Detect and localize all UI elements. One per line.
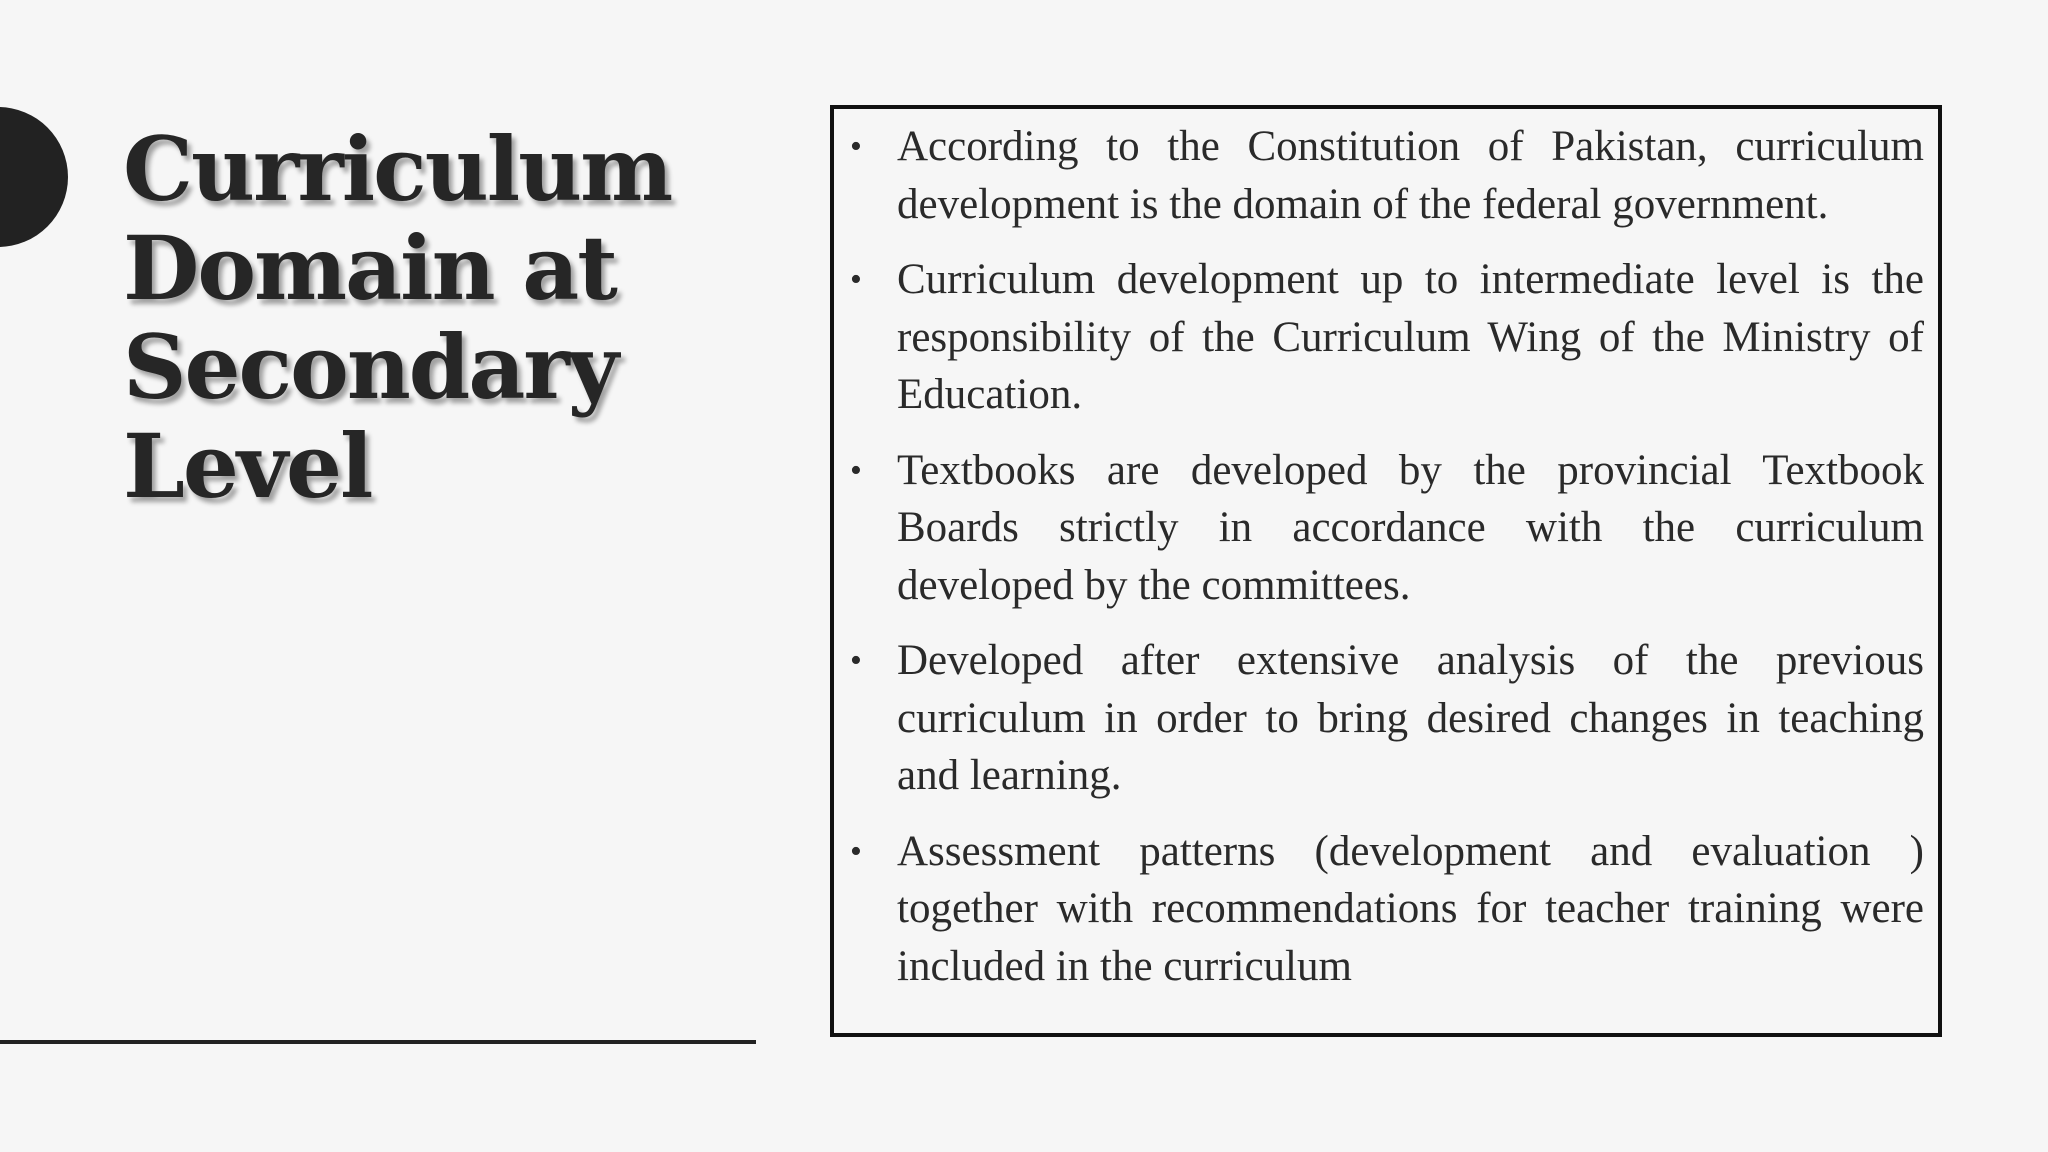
content-box — [830, 105, 1942, 1037]
bullet-text: Assessment patterns (development and evaluation ) together with recommendations for teacher training were included in the curriculum — [897, 827, 1924, 990]
bullet-icon: • — [850, 451, 862, 489]
title-line: Secondary — [123, 315, 617, 419]
bullet-text: Developed after extensive analysis of the previous curriculum in order to bring desired changes in teaching and learning. — [897, 637, 1924, 799]
bullet-item — [834, 251, 1938, 424]
bullet-icon: • — [850, 261, 862, 298]
title-line: Domain at — [123, 216, 616, 320]
bullet-icon: • — [850, 642, 862, 679]
bullet-icon: • — [850, 832, 862, 870]
title-line: Curriculum — [123, 117, 672, 221]
bullet-item — [834, 632, 1938, 805]
bullet-text: According to the Constitution of Pakistan, curriculum development is the domain of the federal government. — [897, 123, 1924, 228]
divider-line — [0, 1040, 756, 1044]
bullet-list — [834, 118, 1938, 1013]
bullet-item — [834, 823, 1938, 996]
slide-title — [123, 117, 763, 518]
accent-circle — [0, 107, 68, 247]
bullet-text: Textbooks are developed by the provincial Textbook Boards strictly in accordance with the curriculum developed by the committees. — [897, 446, 1924, 609]
bullet-text: Curriculum development up to intermediate level is the responsibility of the Curriculum Wing of the Ministry of Education. — [897, 256, 1924, 418]
bullet-icon: • — [850, 128, 862, 165]
bullet-item — [834, 442, 1938, 615]
bullet-item — [834, 118, 1938, 233]
title-line: Level — [123, 414, 372, 518]
